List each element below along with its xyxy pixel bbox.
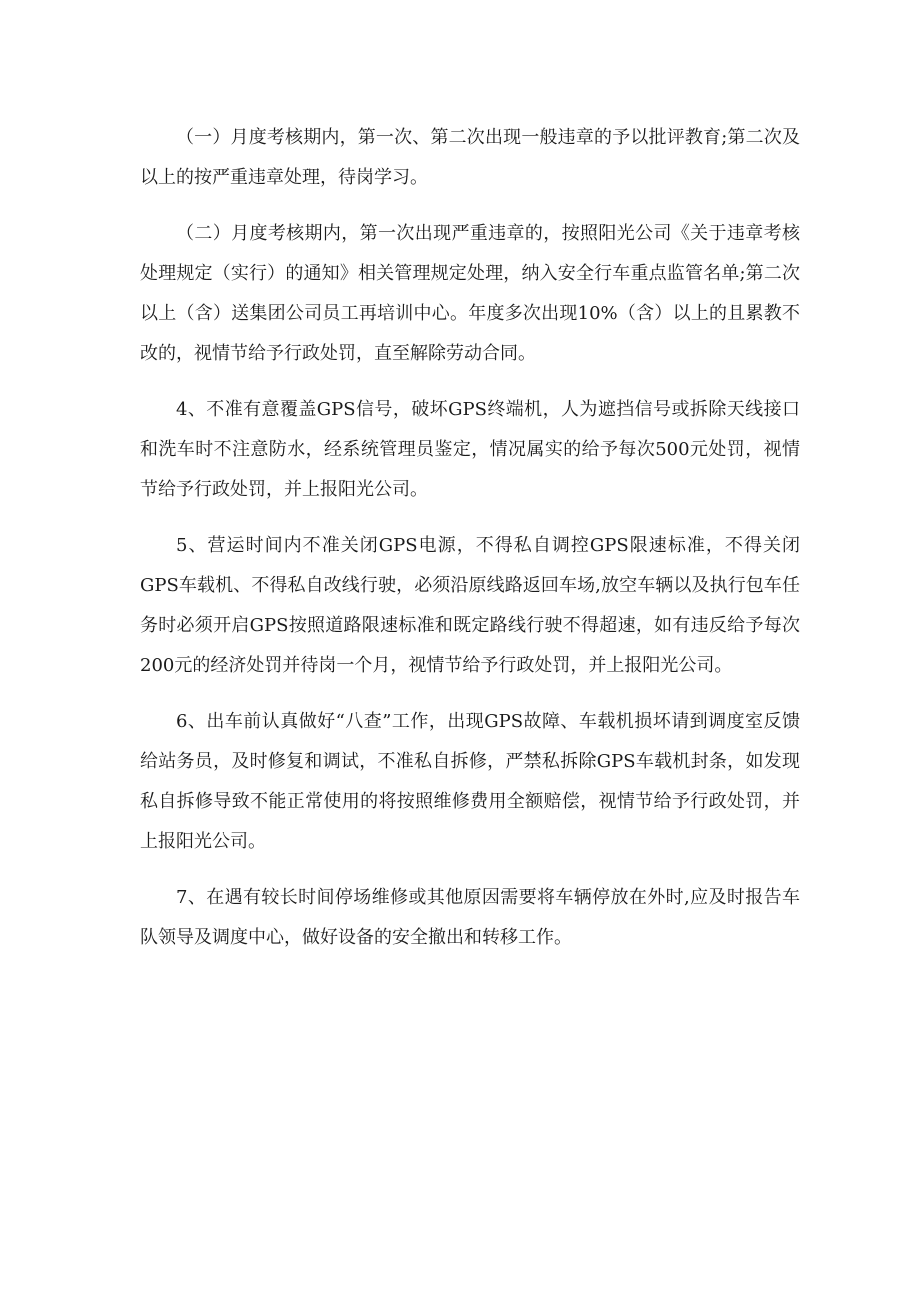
paragraph-rule-4-gps-signal: 4、不准有意覆盖GPS信号，破坏GPS终端机，人为遮挡信号或拆除天线接口和洗车时不注意防水，经系统管理员鉴定，情况属实的给予每次500元处罚，视情节给予行政处罚，并上报阳光公司。 — [140, 399, 800, 500]
paragraph-monthly-general-violation: （一）月度考核期内，第一次、第二次出现一般违章的予以批评教育;第二次及以上的按严重违章处理，待岗学习。 — [140, 127, 800, 188]
paragraph-rule-7-parking: 7、在遇有较长时间停场维修或其他原因需要将车辆停放在外时,应及时报告车队领导及调度中心，做好设备的安全撤出和转移工作。 — [140, 887, 800, 948]
document-body — [140, 118, 800, 974]
paragraph-rule-5-gps-power: 5、营运时间内不准关闭GPS电源，不得私自调控GPS限速标准，不得关闭GPS车载机、不得私自改线行驶，必须沿原线路返回车场,放空车辆以及执行包车任务时必须开启GPS按照道路限速标准和既定路线行驶不得超速，如有违反给予每次200元的经济处罚并待岗一个月，视情节给予行政处罚，并上报阳光公司。 — [140, 535, 800, 676]
paragraph-monthly-serious-violation: （二）月度考核期内，第一次出现严重违章的，按照阳光公司《关于违章考核处理规定（实行）的通知》相关管理规定处理，纳入安全行车重点监管名单;第二次以上（含）送集团公司员工再培训中心。年度多次出现10%（含）以上的且累教不改的，视情节给予行政处罚，直至解除劳动合同。 — [140, 223, 800, 364]
paragraph-rule-6-eight-checks: 6、出车前认真做好“八查”工作，出现GPS故障、车载机损坏请到调度室反馈给站务员，及时修复和调试，不准私自拆修，严禁私拆除GPS车载机封条，如发现私自拆修导致不能正常使用的将按照维修费用全额赔偿，视情节给予行政处罚，并上报阳光公司。 — [140, 711, 800, 852]
